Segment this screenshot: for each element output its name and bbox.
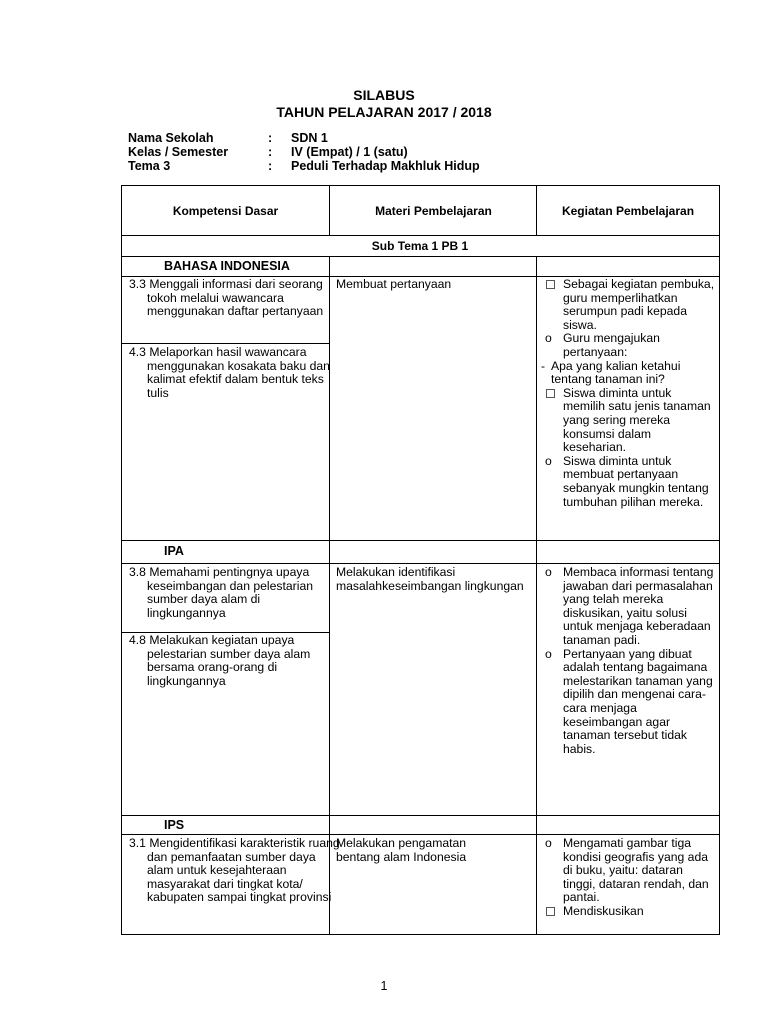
kegiatan-item: o Mengamati gambar tiga kondisi geografis yang ada di buku, yaitu: dataran tinggi, dataran rendah, dan pantai.: [545, 836, 709, 905]
info-sep-class: :: [268, 145, 273, 159]
kegiatan-item: Mendiskusikan: [545, 905, 713, 920]
info-value-class: IV (Empat) / 1 (satu): [291, 145, 408, 159]
materi-text: Membuat pertanyaan: [336, 277, 452, 291]
kegiatan-list: [545, 566, 717, 756]
kd-item: 3.3 Menggali informasi dari seorang tokoh melalui wawancara menggunakan daftar pertanyaan: [129, 277, 324, 319]
subject-bahasa-indonesia: BAHASA INDONESIA: [164, 259, 290, 273]
kegiatan-item: o Pertanyaan yang dibuat adalah tentang bagaimana melestarikan tanaman yang dipilih dan mengenai cara-cara menjaga keseimbangan agar tanaman tersebut tidak habis.: [545, 646, 713, 756]
table-rule: [121, 540, 719, 541]
info-sep-theme: :: [268, 159, 273, 173]
info-label-class: Kelas / Semester: [128, 145, 229, 159]
kegiatan-item: Sebagai kegiatan pembuka, guru memperlihatkan serumpun padi kepada siswa.: [545, 278, 715, 332]
materi-text: Melakukan pengamatan bentang alam Indonesia: [336, 836, 467, 864]
square-bullet-icon: [545, 387, 563, 455]
column-header-kompetensi: Kompetensi Dasar: [172, 204, 279, 218]
info-value-school: SDN 1: [291, 131, 328, 145]
table-rule: [121, 834, 719, 835]
page-subtitle: TAHUN PELAJARAN 2017 / 2018: [276, 104, 492, 120]
table-rule: [536, 256, 537, 934]
table-rule: [121, 563, 719, 564]
circle-bullet-icon: o: [545, 646, 552, 661]
kd-item: 4.8 Melakukan kegiatan upaya pelestarian sumber daya alam bersama orang-orang di lingkungannya: [129, 633, 311, 688]
table-rule: [121, 235, 719, 236]
kegiatan-item: o Siswa diminta untuk membuat pertanyaan sebanyak mungkin tentang tumbuhan pilihan mereka.: [545, 453, 709, 509]
dash-bullet-icon: -: [541, 358, 546, 373]
kegiatan-item: - Apa yang kalian ketahui tentang tanaman ini?: [541, 358, 681, 387]
table-rule: [121, 815, 719, 816]
kegiatan-item: Siswa diminta untuk memilih satu jenis tanaman yang sering mereka konsumsi dalam keseharian.: [545, 387, 715, 455]
kegiatan-list: [541, 277, 715, 509]
kd-item: 3.1 Mengidentifikasi karakteristik ruang dan pemanfaatan sumber daya alam untuk kesejahteraan masyarakat dari tingkat kota/ kabupaten sampai tingkat provinsi: [129, 836, 340, 905]
column-header-kegiatan: Kegiatan Pembelajaran: [561, 204, 695, 218]
square-bullet-icon: [545, 905, 563, 920]
circle-bullet-icon: o: [545, 836, 552, 850]
circle-bullet-icon: o: [545, 565, 552, 579]
kd-item: 3.8 Memahami pentingnya upaya keseimbangan dan pelestarian sumber daya alam di lingkungannya: [129, 565, 314, 620]
column-header-materi: Materi Pembelajaran: [375, 204, 492, 218]
square-bullet-icon: [545, 278, 563, 332]
info-label-theme: Tema 3: [128, 159, 171, 173]
info-label-school: Nama Sekolah: [128, 131, 214, 145]
info-value-theme: Peduli Terhadap Makhluk Hidup: [291, 159, 480, 173]
kegiatan-item: o Membaca informasi tentang jawaban dari permasalahan yang telah mereka diskusikan, yaitu solusi untuk menjaga keberadaan tanaman padi.: [545, 565, 714, 647]
kegiatan-item: o Guru mengajukan pertanyaan:: [545, 331, 660, 359]
table-rule: [121, 343, 330, 344]
circle-bullet-icon: o: [545, 453, 552, 468]
page-number: 1: [380, 979, 388, 993]
subtema-label: Sub Tema 1 PB 1: [371, 239, 469, 253]
kegiatan-list: [545, 837, 713, 920]
kd-item: 4.3 Melaporkan hasil wawancara menggunakan kosakata baku dan kalimat efektif dalam bentuk teks tulis: [129, 345, 330, 400]
info-sep-school: :: [268, 131, 273, 145]
subject-ips: IPS: [164, 818, 185, 832]
circle-bullet-icon: o: [545, 331, 552, 346]
table-rule: [121, 256, 719, 257]
materi-text: Melakukan identifikasi masalahkeseimbangan lingkungan: [336, 565, 524, 593]
page-title: SILABUS: [353, 87, 415, 103]
subject-ipa: IPA: [164, 544, 184, 558]
